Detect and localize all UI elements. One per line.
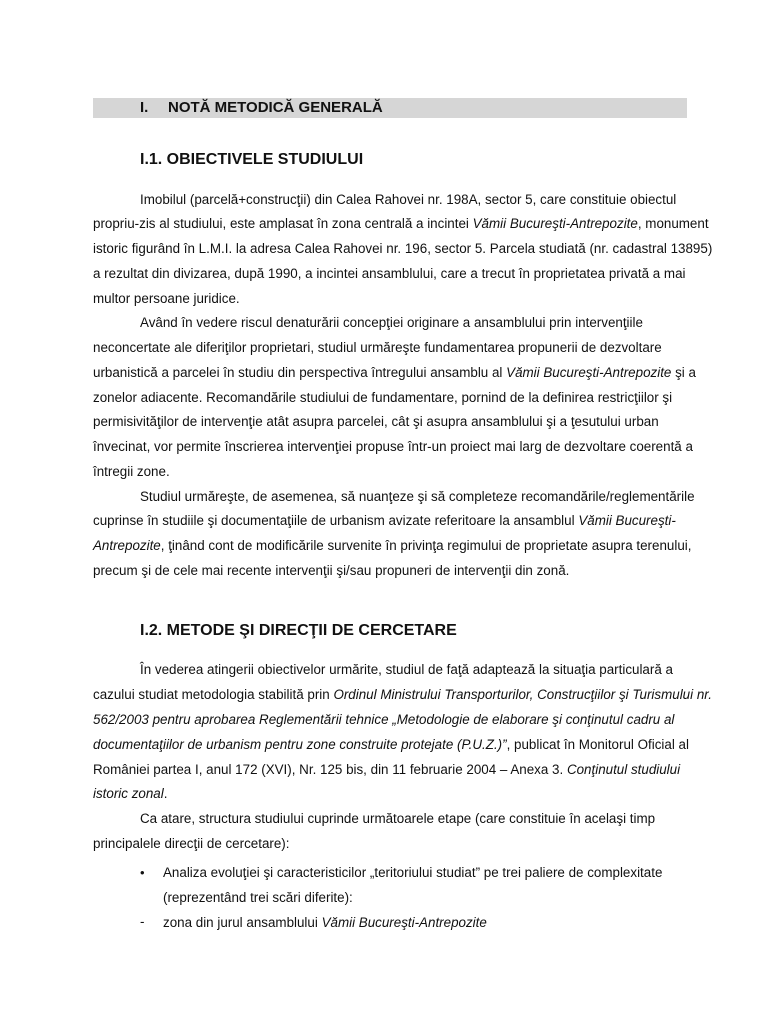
p2-line-1: Având în vedere riscul denaturării concepţiei originare a ansamblului prin intervenţiile (140, 315, 643, 330)
p5-line-1: Ca atare, structura studiului cuprinde următoarele etape (care constituie în acelaşi timp (140, 811, 656, 826)
p1-line-2: propriu-zis al studiului, este amplasat în zona centrală a incintei Vămii Bucureşti-Antrepozite, monument (93, 216, 709, 231)
p1-line-4: a rezultat din divizarea, după 1990, a incintei ansamblului, care a trecut în proprietatea privată a mai (93, 266, 686, 281)
p2-line-3: urbanistică a parcelei în studiu din perspectiva întregului ansamblu al Vămii Bucureşti-Antrepozite şi a (93, 365, 696, 380)
bullet-line-1: Analiza evoluţiei şi caracteristicilor „teritoriului studiat” pe trei paliere de complexitate (163, 865, 663, 880)
heading-objectives: I.1. OBIECTIVELE STUDIULUI (140, 151, 364, 168)
p3-line-3: Antrepozite, ţinând cont de modificările survenite în privinţa regimului de proprietate asupra terenului, (93, 538, 692, 553)
bullet-line-2: (reprezentând trei scări diferite): (163, 890, 353, 905)
p4-line-2: cazului studiat metodologia stabilită prin Ordinul Ministrului Transporturilor, Construcţiilor şi Turismului nr. (93, 687, 712, 702)
heading-methods: I.2. METODE ŞI DIRECŢII DE CERCETARE (140, 622, 457, 639)
bullet-icon: • (140, 865, 145, 880)
p1-line-5: multor persoane juridice. (93, 291, 240, 306)
p2-line-6: învecinat, vor permite înscrierea intervenţiei propuse într-un proiect mai larg de dezvoltare coerentă a (93, 439, 693, 454)
section-number: I. (140, 99, 149, 116)
p3-line-4: precum şi de cele mai recente intervenţii şi/sau propuneri de intervenţii din zonă. (93, 563, 570, 578)
dash-icon: - (140, 914, 145, 929)
p4-line-1: În vederea atingerii obiectivelor urmărite, studiul de faţă adaptează la situaţia particulară a (140, 662, 673, 677)
p2-line-7: întregii zone. (93, 464, 170, 479)
p3-line-2: cuprinse în studiile şi documentaţiile de urbanism avizate referitoare la ansamblul Vămii Bucureşti- (93, 513, 676, 528)
section-title: NOTĂ METODICĂ GENERALĂ (168, 99, 383, 116)
p4-line-6: istoric zonal. (93, 786, 168, 801)
p2-line-5: permisivităţilor de intervenţie atât asupra parcelei, cât şi asupra ansamblului şi a ţesutului urban (93, 414, 659, 429)
section-title-bar (93, 98, 687, 118)
p1-line-1: Imobilul (parcelă+construcţii) din Calea Rahovei nr. 198A, sector 5, care constituie obiectul (140, 192, 677, 207)
p4-line-5: României partea I, anul 172 (XVI), Nr. 125 bis, din 11 februarie 2004 – Anexa 3. Conţinutul studiului (93, 762, 681, 777)
p3-line-1: Studiul urmăreşte, de asemenea, să nuanţeze şi să completeze recomandările/reglementările (140, 489, 695, 504)
dash-line-1: zona din jurul ansamblului Vămii Bucureşti-Antrepozite (163, 915, 487, 930)
p1-line-3: istoric figurând în L.M.I. la adresa Calea Rahovei nr. 196, sector 5. Parcela studiată (nr. cadastral 13895) (93, 241, 713, 256)
p5-line-2: principalele direcţii de cercetare): (93, 836, 290, 851)
p4-line-4: documentaţiilor de urbanism pentru zone construite protejate (P.U.Z.)”, publicat în Monitorul Oficial al (93, 737, 689, 752)
p2-line-2: neconcertate ale diferiţilor proprietari, studiul urmăreşte fundamentarea propunerii de dezvoltare (93, 340, 662, 355)
p4-line-3: 562/2003 pentru aprobarea Reglementării tehnice „Metodologie de elaborare şi conţinutul cadru al (93, 712, 675, 727)
p2-line-4: zonelor adiacente. Recomandările studiului de fundamentare, pornind de la definirea restricţiilor şi (93, 390, 673, 405)
